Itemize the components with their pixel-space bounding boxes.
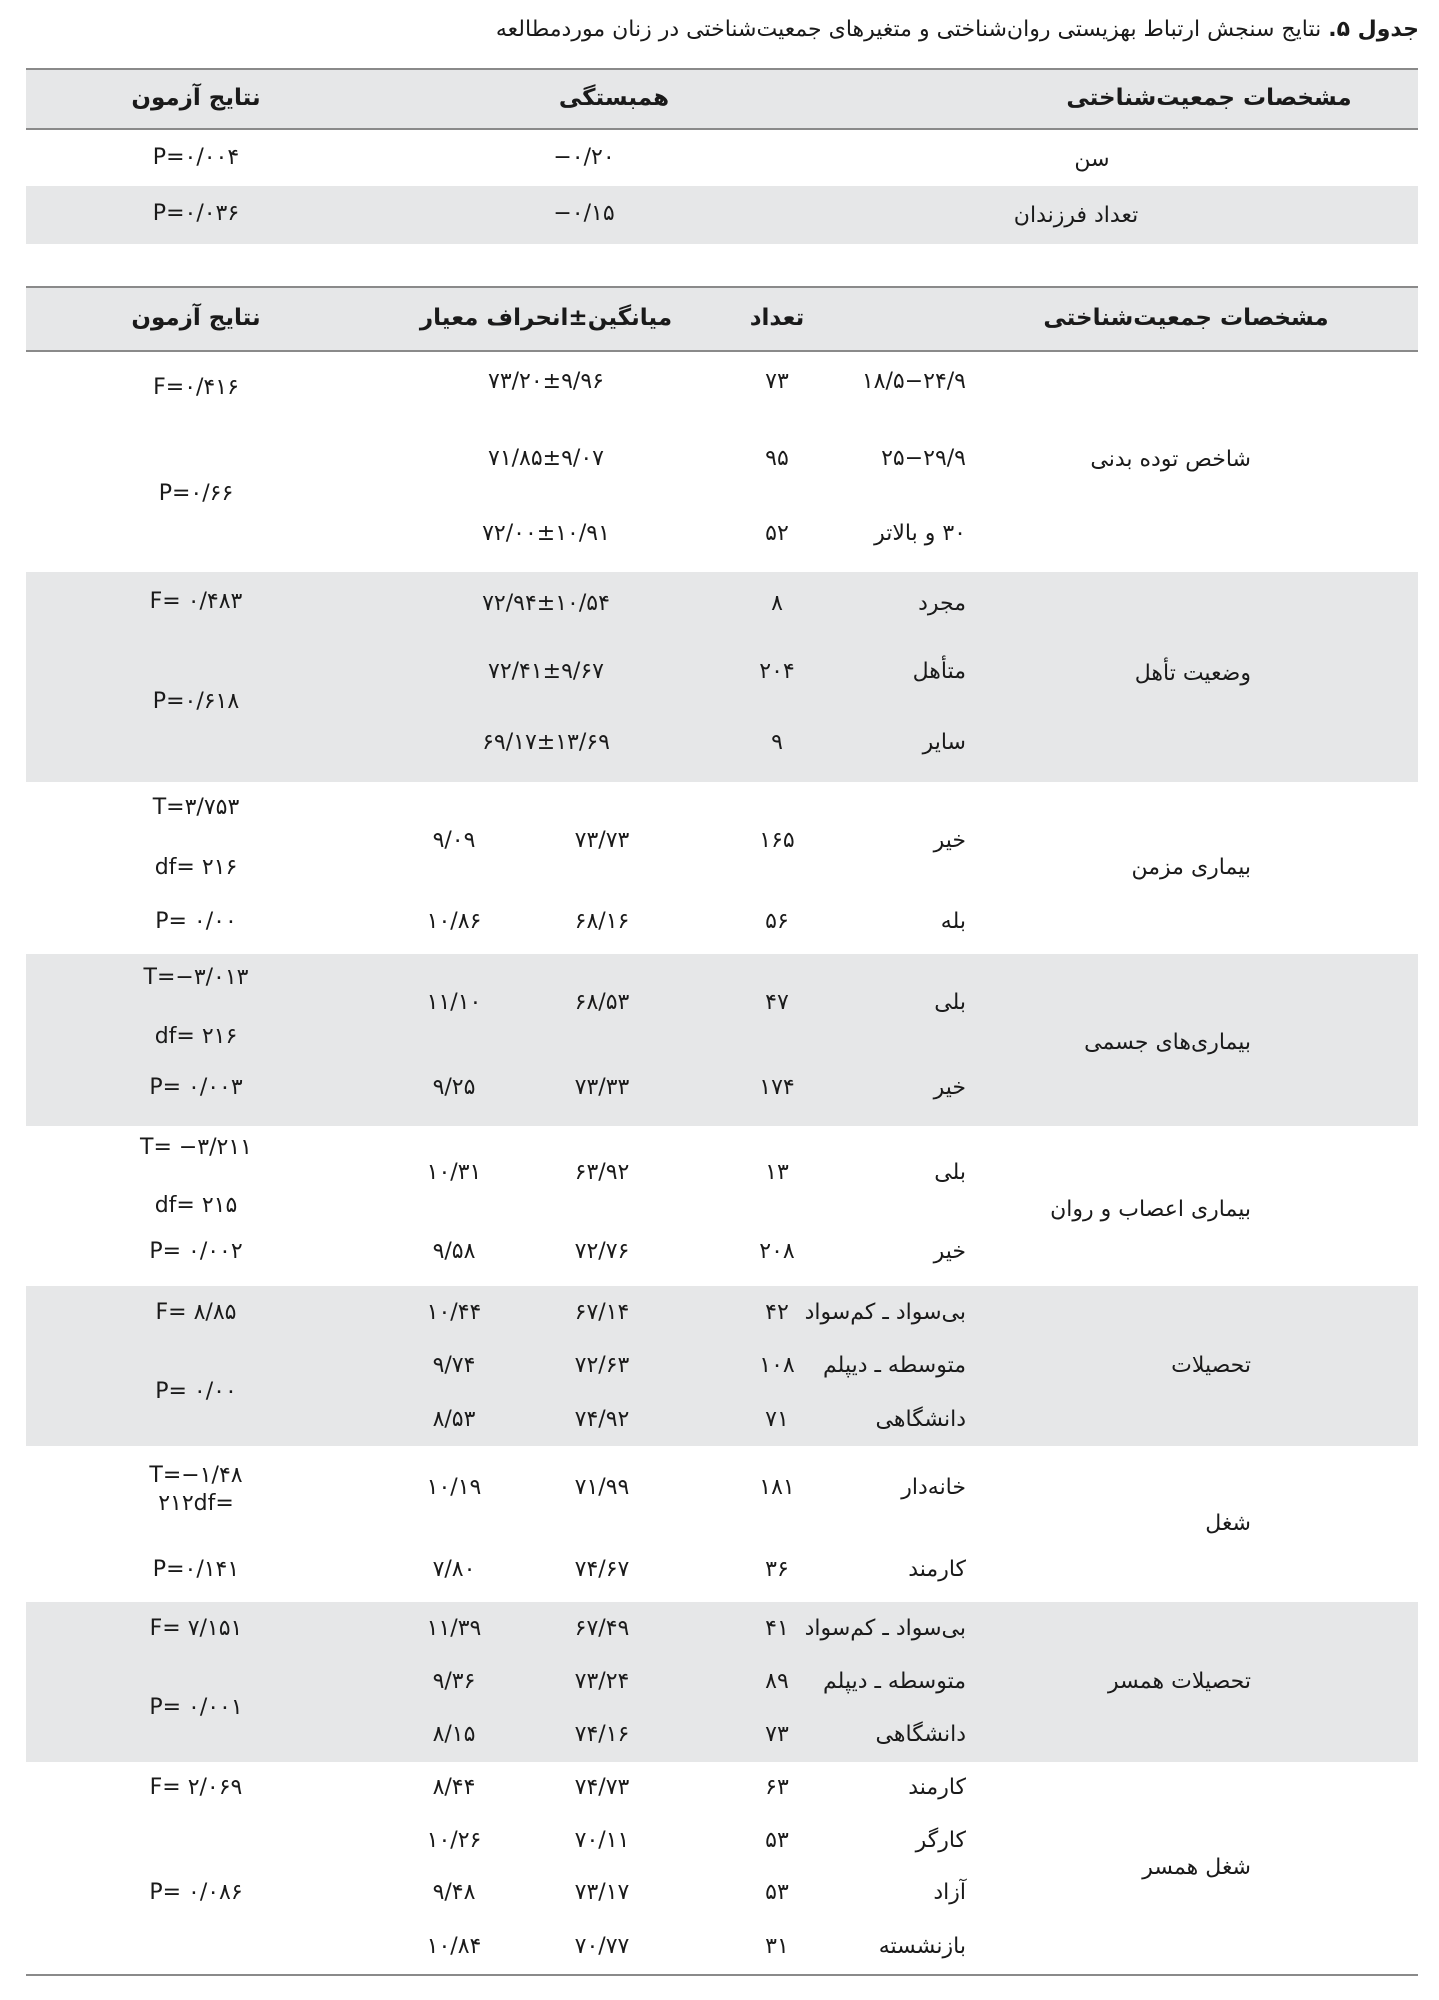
correlation-table-header [26, 68, 1418, 130]
test-result: ۲۱۲df= [158, 1491, 234, 1516]
count-value: ۶۳ [765, 1775, 789, 1800]
mean-value: ۷۴/۶۷ [574, 1557, 630, 1582]
test-result: P= ۰/۰۰ [155, 909, 237, 934]
group-label: وضعیت تأهل [1134, 661, 1251, 686]
mean-value: ۷۴/۹۲ [574, 1407, 630, 1432]
count-value: ۱۳ [765, 1160, 789, 1185]
sd-value: ۹/۳۶ [432, 1669, 476, 1694]
group-label: بیماری‌های جسمی [1084, 1030, 1251, 1055]
header-correlation: همبستگی [558, 85, 670, 111]
level-label: کارمند [908, 1557, 966, 1582]
level-label: متأهل [912, 659, 966, 684]
mean-sd-value: ۷۲/۹۴±۱۰/۵۴ [482, 591, 610, 616]
test-result: P=۰/۶۶ [158, 481, 234, 506]
count-value: ۱۷۴ [759, 1075, 795, 1100]
mean-sd-value: ۷۱/۸۵±۹/۰۷ [488, 446, 604, 471]
sd-value: ۹/۴۸ [432, 1880, 476, 1905]
mean-sd-value: ۶۹/۱۷±۱۳/۶۹ [482, 730, 610, 755]
test-result: P=۰/۰۰۴ [152, 145, 240, 170]
count-value: ۱۶۵ [759, 828, 795, 853]
sd-value: ۱۱/۳۹ [426, 1616, 482, 1641]
test-result: T=۳/۷۵۳ [152, 795, 240, 820]
variable-label: سن [1074, 147, 1110, 172]
correlation-value: −۰/۱۵ [553, 201, 615, 226]
count-value: ۴۲ [765, 1300, 789, 1325]
count-value: ۷۳ [765, 1722, 789, 1747]
count-value: ۵۲ [765, 521, 789, 546]
level-label: ۳۰ و بالاتر [874, 521, 966, 546]
table-row [26, 186, 1418, 244]
level-label: بلی [934, 1160, 966, 1185]
level-label: کارگر [915, 1828, 966, 1853]
level-label: بلی [934, 990, 966, 1015]
header-mean-sd: میانگین±انحراف معیار [419, 305, 673, 331]
group-label: شغل همسر [1142, 1855, 1251, 1880]
sd-value: ۷/۸۰ [432, 1557, 476, 1582]
level-label: دانشگاهی [875, 1407, 966, 1432]
count-value: ۳۱ [765, 1934, 789, 1959]
level-label: متوسطه ـ دیپلم [823, 1353, 966, 1378]
level-label: بی‌سواد ـ کم‌سواد [804, 1616, 966, 1641]
count-value: ۸۹ [765, 1669, 789, 1694]
level-label: دانشگاهی [875, 1722, 966, 1747]
test-result: P= ۰/۰۰۳ [149, 1075, 243, 1100]
test-result: P= ۰/۰۸۶ [149, 1880, 243, 1905]
sd-value: ۸/۵۳ [432, 1407, 476, 1432]
sd-value: ۱۰/۸۴ [426, 1934, 482, 1959]
mean-value: ۷۳/۲۴ [574, 1669, 630, 1694]
mean-value: ۷۳/۷۳ [574, 828, 630, 853]
level-label: متوسطه ـ دیپلم [823, 1669, 966, 1694]
level-label: ۲۵−۲۹/۹ [881, 446, 966, 471]
sd-value: ۹/۰۹ [432, 828, 476, 853]
test-result: T= −۳/۲۱۱ [140, 1135, 252, 1160]
sd-value: ۹/۷۴ [432, 1353, 476, 1378]
level-label: خیر [933, 828, 966, 853]
sd-value: ۱۰/۳۱ [426, 1160, 482, 1185]
count-value: ۵۶ [765, 909, 789, 934]
count-value: ۱۰۸ [759, 1353, 795, 1378]
mean-value: ۶۸/۱۶ [574, 909, 630, 934]
level-label: خیر [933, 1239, 966, 1264]
sd-value: ۸/۴۴ [432, 1775, 476, 1800]
test-result: F= ۲/۰۶۹ [149, 1775, 243, 1800]
level-label: ۱۸/۵−۲۴/۹ [861, 369, 966, 394]
level-label: خانه‌دار [901, 1475, 966, 1500]
test-result: F= ۷/۱۵۱ [149, 1616, 243, 1641]
header-test-results: نتایج آزمون [131, 305, 261, 331]
mean-value: ۷۰/۷۷ [574, 1934, 630, 1959]
sd-value: ۱۰/۸۶ [426, 909, 482, 934]
mean-value: ۷۲/۶۳ [574, 1353, 630, 1378]
sd-value: ۹/۲۵ [432, 1075, 476, 1100]
mean-value: ۶۷/۴۹ [574, 1616, 630, 1641]
count-value: ۷۱ [765, 1407, 789, 1432]
test-result: P= ۰/۰۰۱ [149, 1695, 243, 1720]
mean-value: ۶۷/۱۴ [574, 1300, 630, 1325]
level-label: بله [940, 909, 966, 934]
sd-value: ۱۰/۱۹ [426, 1475, 482, 1500]
test-result: F= ۸/۸۵ [155, 1300, 237, 1325]
correlation-table [26, 68, 1418, 254]
mean-sd-value: ۷۲/۴۱±۹/۶۷ [488, 659, 604, 684]
level-label: آزاد [933, 1880, 966, 1905]
mean-value: ۷۳/۳۳ [574, 1075, 630, 1100]
mean-value: ۷۱/۹۹ [574, 1475, 630, 1500]
variable-label: تعداد فرزندان [1013, 203, 1139, 228]
caption-label: جدول ۵. [1328, 17, 1419, 42]
test-result: P=۰/۰۳۶ [152, 201, 240, 226]
sd-value: ۹/۵۸ [432, 1239, 476, 1264]
test-result: F= ۰/۴۸۳ [149, 589, 243, 614]
header-demographics: مشخصات جمعیت‌شناختی [1043, 305, 1329, 331]
mean-sd-value: ۷۲/۰۰±۱۰/۹۱ [482, 521, 610, 546]
sd-value: ۱۰/۲۶ [426, 1828, 482, 1853]
test-result: P= ۰/۰۰ [155, 1379, 237, 1404]
sd-value: ۱۰/۴۴ [426, 1300, 482, 1325]
test-result: P= ۰/۰۰۲ [149, 1239, 243, 1264]
level-label: سایر [922, 730, 966, 755]
count-value: ۹۵ [765, 446, 789, 471]
mean-value: ۷۰/۱۱ [574, 1828, 630, 1853]
count-value: ۹ [771, 730, 783, 755]
level-label: کارمند [908, 1775, 966, 1800]
mean-value: ۷۴/۷۳ [574, 1775, 630, 1800]
count-value: ۵۳ [765, 1828, 789, 1853]
mean-value: ۷۴/۱۶ [574, 1722, 630, 1747]
test-result: T=−۳/۰۱۳ [143, 965, 249, 990]
group-label: تحصیلات همسر [1108, 1669, 1251, 1694]
table-caption [496, 14, 1419, 46]
level-label: بی‌سواد ـ کم‌سواد [804, 1300, 966, 1325]
group-label: بیماری مزمن [1131, 855, 1251, 880]
mean-value: ۷۳/۱۷ [574, 1880, 630, 1905]
table-bottom-rule [26, 1974, 1418, 1976]
count-value: ۴۷ [765, 990, 789, 1015]
level-label: خیر [933, 1075, 966, 1100]
test-result: df= ۲۱۶ [154, 855, 238, 880]
count-value: ۲۰۴ [759, 659, 795, 684]
test-result: F=۰/۴۱۶ [153, 375, 239, 400]
count-value: ۵۳ [765, 1880, 789, 1905]
mean-value: ۶۳/۹۲ [574, 1160, 630, 1185]
comparison-table-header [26, 286, 1418, 352]
correlation-value: −۰/۲۰ [553, 145, 615, 170]
count-value: ۱۸۱ [759, 1475, 795, 1500]
level-label: مجرد [918, 591, 966, 616]
header-count: تعداد [749, 305, 805, 331]
test-result: P=۰/۶۱۸ [152, 689, 240, 714]
header-demographics: مشخصات جمعیت‌شناختی [1066, 85, 1352, 111]
test-result: P=۰/۱۴۱ [152, 1557, 240, 1582]
comparison-table [26, 286, 1418, 1986]
count-value: ۴۱ [765, 1616, 789, 1641]
group-label: تحصیلات [1171, 1353, 1251, 1378]
mean-value: ۶۸/۵۳ [574, 990, 630, 1015]
test-result: df= ۲۱۵ [154, 1193, 238, 1218]
sd-value: ۱۱/۱۰ [426, 990, 482, 1015]
count-value: ۳۶ [765, 1557, 789, 1582]
mean-sd-value: ۷۳/۲۰±۹/۹۶ [488, 369, 604, 394]
test-result: df= ۲۱۶ [154, 1024, 238, 1049]
count-value: ۷۳ [765, 369, 789, 394]
header-test-results: نتایج آزمون [131, 85, 261, 111]
caption-text: نتایج سنجش ارتباط بهزیستی روان‌شناختی و متغیرهای جمعیت‌شناختی در زنان موردمطالعه [495, 17, 1322, 42]
group-label: بیماری اعصاب و روان [1050, 1197, 1251, 1222]
sd-value: ۸/۱۵ [432, 1722, 476, 1747]
count-value: ۸ [771, 591, 783, 616]
group-label: شاخص توده بدنی [1090, 447, 1251, 472]
mean-value: ۷۲/۷۶ [574, 1239, 630, 1264]
test-result: T=−۱/۴۸ [149, 1463, 243, 1488]
count-value: ۲۰۸ [759, 1239, 795, 1264]
group-label: شغل [1205, 1511, 1251, 1536]
level-label: بازنشسته [878, 1934, 966, 1959]
